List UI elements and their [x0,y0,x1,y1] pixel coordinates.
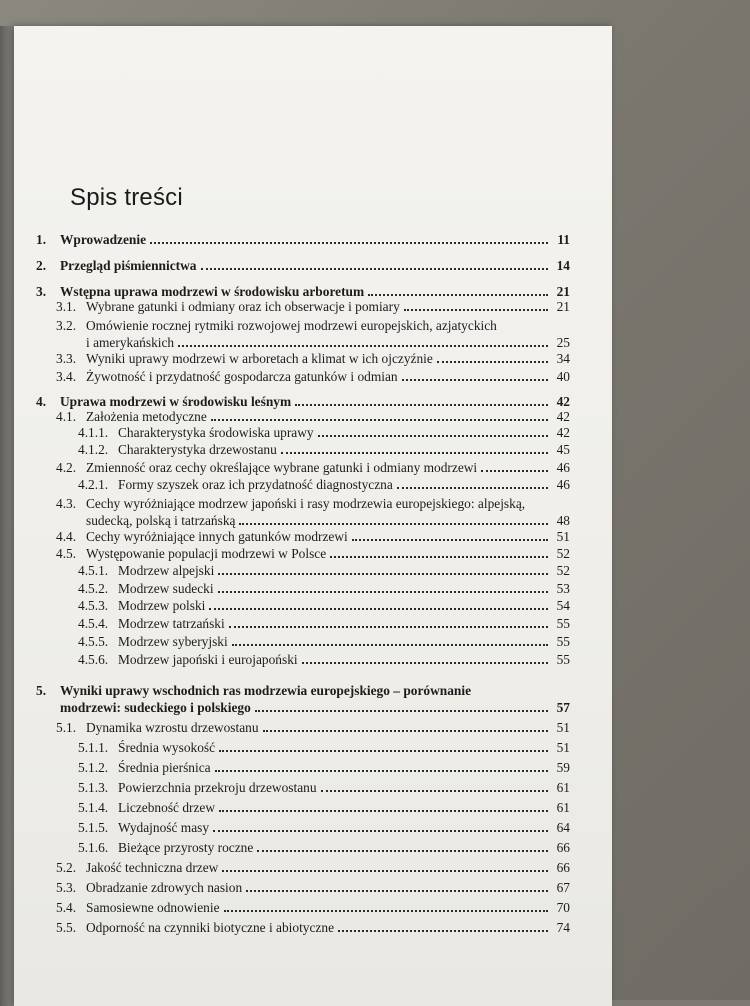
toc-page-number: 21 [556,299,570,314]
toc-entry-number: 4.5.3. [78,598,109,613]
toc-entry[interactable] [56,720,570,736]
toc-entry[interactable] [36,258,570,274]
dot-leader [338,930,548,932]
toc-page-number: 40 [556,369,570,384]
toc-entry[interactable] [56,546,570,562]
dot-leader [246,890,548,892]
dot-leader [368,294,548,296]
toc-entry[interactable] [86,335,570,351]
toc-entry[interactable] [78,820,570,836]
dot-leader [224,910,548,912]
toc-entry[interactable] [36,232,570,248]
toc-entry-text: Średnia pierśnica [118,760,211,775]
toc-entry[interactable] [78,780,570,796]
toc-entry[interactable] [60,700,570,716]
dot-leader [397,487,548,489]
toc-page-number: 52 [556,563,570,578]
toc-entry-number: 4.5.2. [78,581,109,596]
toc-page-number: 53 [556,581,570,596]
toc-entry-number: 5.1.6. [78,840,109,855]
toc-entry[interactable] [56,409,570,425]
dot-leader [219,750,548,752]
toc-entry-number: 4.2.1. [78,477,109,492]
dot-leader [178,345,548,347]
toc-entry-number: 5.1. [56,720,77,735]
toc-entry-text: Odporność na czynniki biotyczne i abiotyczne [86,920,335,935]
toc-entry-text: Obradzanie zdrowych nasion [86,880,243,895]
toc-entry-text: Wydajność masy [118,820,210,835]
toc-entry-number: 4.5. [56,546,77,561]
toc-entry-number: 1. [36,232,47,247]
toc-page-number: 67 [556,880,570,895]
toc-entry[interactable] [78,616,570,632]
toc-entry[interactable] [56,460,570,476]
toc-page-number: 61 [556,780,570,795]
table-of-contents [14,26,612,1006]
toc-page-number: 42 [556,425,570,440]
toc-entry-text: Założenia metodyczne [86,409,207,424]
toc-page-number: 25 [556,335,570,350]
toc-page-number: 34 [556,351,570,366]
toc-page-number: 64 [556,820,570,835]
toc-entry-text: Wyniki uprawy modrzewi w arboretach a klimat w ich ojczyźnie [86,351,433,366]
dot-leader [404,309,548,311]
toc-entry[interactable] [78,442,570,458]
toc-entry-number: 4.5.1. [78,563,109,578]
dot-leader [218,573,548,575]
toc-entry-text: Modrzew sudecki [118,581,214,596]
toc-entry-text: Modrzew japoński i eurojapoński [118,652,298,667]
toc-entry-number: 3.3. [56,351,77,366]
dot-leader [330,556,548,558]
toc-entry-text: Wprowadzenie [60,232,147,247]
toc-page-number: 42 [556,409,570,424]
toc-entry-number: 5.5. [56,920,77,935]
dot-leader [302,662,548,664]
toc-entry[interactable] [56,299,570,315]
toc-entry[interactable] [56,920,570,936]
toc-entry[interactable] [78,740,570,756]
toc-entry-number: 4.2. [56,460,77,475]
toc-page-number: 11 [557,232,570,247]
toc-page-number: 42 [556,394,570,409]
toc-entry-number: 4.3. [56,496,77,511]
toc-page-number: 70 [556,900,570,915]
toc-entry[interactable] [56,880,570,896]
toc-entry[interactable] [78,598,570,614]
dot-leader [281,452,548,454]
dot-leader [263,730,548,732]
toc-page-number: 66 [556,860,570,875]
toc-entry-text: Wybrane gatunki i odmiany oraz ich obserwacje i pomiary [86,299,400,314]
dot-leader [295,404,548,406]
dot-leader [321,790,548,792]
toc-page-number: 61 [556,800,570,815]
toc-entry-text: Żywotność i przydatność gospodarcza gatunków i odmian [86,369,398,384]
dot-leader [232,644,548,646]
toc-page-number: 55 [556,616,570,631]
toc-page-number: 46 [556,477,570,492]
toc-entry-text: Charakterystyka środowiska uprawy [118,425,314,440]
toc-entry[interactable] [36,284,570,300]
page-title: Spis treści [70,184,183,211]
toc-entry-text-continued: sudecką, polską i tatrzańską [86,513,236,528]
toc-page-number: 55 [556,634,570,649]
toc-entry-number: 3.2. [56,318,77,333]
toc-entry-text: Cechy wyróżniające modrzew japoński i rasy modrzewia europejskiego: alpejską, [86,496,526,511]
toc-entry-text: Charakterystyka drzewostanu [118,442,277,457]
toc-page-number: 59 [556,760,570,775]
dot-leader [255,710,548,712]
toc-entry-text-continued: i amerykańskich [86,335,175,350]
toc-page-number: 52 [556,546,570,561]
toc-entry-text: Wstępna uprawa modrzewi w środowisku arboretum [60,284,365,299]
toc-entry[interactable] [56,529,570,545]
toc-entry-text: Jakość techniczna drzew [86,860,219,875]
toc-entry-number: 4.5.5. [78,634,109,649]
toc-entry-text: Cechy wyróżniające innych gatunków modrzewi [86,529,348,544]
dot-leader [229,626,548,628]
toc-entry[interactable] [86,513,570,529]
toc-page-number: 46 [556,460,570,475]
dot-leader [150,242,548,244]
toc-entry-number: 2. [36,258,47,273]
toc-entry[interactable] [78,760,570,776]
toc-entry-number: 5.3. [56,880,77,895]
toc-entry-number: 4.1.1. [78,425,109,440]
toc-entry-number: 5.4. [56,900,77,915]
dot-leader [218,591,548,593]
dot-leader [352,539,548,541]
toc-entry[interactable] [78,581,570,597]
dot-leader [239,523,548,525]
dot-leader [211,419,548,421]
dot-leader [257,850,548,852]
toc-entry-number: 3.4. [56,369,77,384]
toc-page-number: 51 [556,529,570,544]
toc-entry[interactable] [78,800,570,816]
toc-entry-text: Bieżące przyrosty roczne [118,840,254,855]
toc-page-number: 55 [556,652,570,667]
toc-entry[interactable] [78,477,570,493]
toc-entry[interactable] [56,351,570,367]
toc-entry[interactable] [78,563,570,579]
toc-page-number: 57 [556,700,570,715]
toc-entry[interactable] [56,369,570,385]
toc-entry-text: Modrzew syberyjski [118,634,228,649]
toc-page-number: 21 [556,284,570,299]
toc-entry-line1 [56,496,525,512]
toc-entry-number: 5. [36,683,47,698]
toc-entry-number: 5.1.4. [78,800,109,815]
toc-entry-text: Wyniki uprawy wschodnich ras modrzewia europejskiego – porównanie [60,683,472,698]
dot-leader [215,770,548,772]
toc-entry-text: Liczebność drzew [118,800,216,815]
toc-entry[interactable] [78,425,570,441]
toc-page-number: 14 [556,258,570,273]
toc-entry-number: 5.1.1. [78,740,109,755]
toc-entry-text: Modrzew alpejski [118,563,215,578]
toc-entry-number: 3.1. [56,299,77,314]
toc-entry-text: Formy szyszek oraz ich przydatność diagnostyczna [118,477,393,492]
toc-entry[interactable] [78,840,570,856]
toc-page-number: 66 [556,840,570,855]
dot-leader [222,870,548,872]
toc-entry[interactable] [56,900,570,916]
toc-entry-text: Powierzchnia przekroju drzewostanu [118,780,317,795]
toc-entry-number: 5.1.3. [78,780,109,795]
toc-entry-line1 [56,318,497,334]
toc-entry-number: 4.5.6. [78,652,109,667]
toc-entry-number: 4.5.4. [78,616,109,631]
toc-entry-text: Przegląd piśmiennictwa [60,258,197,273]
dot-leader [481,470,548,472]
toc-page-number: 54 [556,598,570,613]
toc-entry-number: 4.1.2. [78,442,109,457]
dot-leader [219,810,548,812]
dot-leader [213,830,548,832]
toc-entry-number: 5.1.2. [78,760,109,775]
toc-entry[interactable] [56,860,570,876]
toc-entry-line1 [36,683,471,699]
toc-page-number: 51 [556,720,570,735]
toc-entry-text: Dynamika wzrostu drzewostanu [86,720,259,735]
toc-entry-text: Średnia wysokość [118,740,216,755]
toc-entry-text: Omówienie rocznej rytmiki rozwojowej modrzewi europejskich, azjatyckich [86,318,497,333]
dot-leader [402,379,548,381]
toc-entry-text: Modrzew polski [118,598,206,613]
toc-entry-text: Uprawa modrzewi w środowisku leśnym [60,394,292,409]
toc-entry-text: Zmienność oraz cechy określające wybrane gatunki i odmiany modrzewi [86,460,478,475]
toc-entry-text-continued: modrzewi: sudeckiego i polskiego [60,700,251,715]
page-edge [0,26,14,1006]
toc-entry-number: 4. [36,394,47,409]
toc-page-number: 74 [556,920,570,935]
toc-entry-number: 5.2. [56,860,77,875]
toc-entry-text: Modrzew tatrzański [118,616,225,631]
toc-entry-number: 4.4. [56,529,77,544]
book-page [14,26,612,1006]
dot-leader [318,435,548,437]
toc-page-number: 45 [556,442,570,457]
toc-page-number: 51 [556,740,570,755]
toc-entry[interactable] [36,394,570,410]
toc-entry[interactable] [78,634,570,650]
toc-entry[interactable] [78,652,570,668]
toc-entry-text: Samosiewne odnowienie [86,900,220,915]
dot-leader [437,361,548,363]
toc-entry-number: 3. [36,284,47,299]
toc-entry-number: 4.1. [56,409,77,424]
dot-leader [201,268,549,270]
toc-entry-text: Występowanie populacji modrzewi w Polsce [86,546,327,561]
dot-leader [209,608,548,610]
toc-page-number: 48 [556,513,570,528]
toc-entry-number: 5.1.5. [78,820,109,835]
